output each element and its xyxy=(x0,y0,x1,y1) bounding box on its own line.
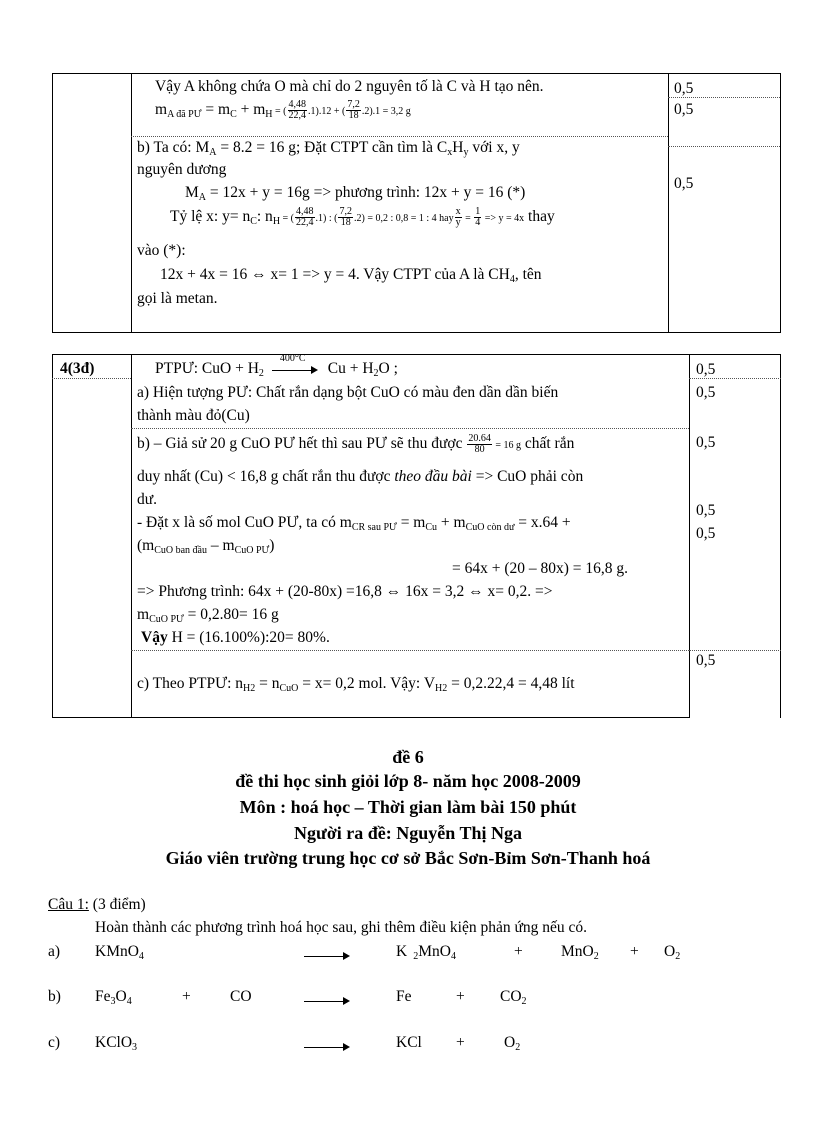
arrow-icon xyxy=(272,365,318,375)
question-1-instruction: Hoàn thành các phương trình hoá học sau, ghi thêm điều kiện phản ứng nếu có. xyxy=(95,919,588,936)
question-1-title: Câu 1: (3 điểm) xyxy=(48,896,146,913)
plus-sign: + xyxy=(182,988,191,1005)
part-b-line3: dư. xyxy=(137,491,158,508)
part-c-line: c) Theo PTPƯ: $n_{H2} = n_{CuO} = x= 0,2$ mol. Vậy: $V_{H2} = 0,2.22,4 = 4,48$ lít xyxy=(137,675,575,694)
arrow-icon xyxy=(304,1038,350,1056)
product: $CO_2$ xyxy=(500,988,527,1007)
part-b-line2: nguyên dương xyxy=(137,161,227,178)
product: $O_2$ xyxy=(664,943,681,962)
part-a-line1: a) Hiện tượng PƯ: Chất rắn dạng bột CuO có màu đen dần dần biến xyxy=(137,384,559,401)
mass-equation: $m_{A đã PƯ} = m_C + m_H$ = ( $\frac{4,48}{22,4}$ .1).12 + ( $\frac{7,2}{18}$ .2).1 = 3,2 g xyxy=(155,99,411,121)
item-label: b) xyxy=(48,988,61,1005)
exam-title: đề thi học sinh giỏi lớp 8- năm học 2008-2009 xyxy=(235,771,581,791)
arrow-icon xyxy=(304,992,350,1010)
part-b-line1: b) – Giả sử 20 g CuO PƯ hết thì sau PƯ sẽ thu được $\frac{20.64}{80}$ = 16 g chất rắn xyxy=(137,433,575,455)
score: 0,5 xyxy=(696,361,716,378)
reactant: KClO$_3$ xyxy=(95,1034,138,1053)
reaction-equation: PTPƯ: CuO + $H_2$ 400°C $Cu + H_2O$ ; xyxy=(155,353,398,379)
part-b-line4: - Đặt x là số mol CuO PƯ, ta có $m_{CR sau PƯ} = m_{Cu} + m_{CuO còn dư} = x.64$ + xyxy=(137,514,571,533)
part-b-line5: $(m_{CuO ban đầu} - m_{CuO PƯ})$ xyxy=(137,537,275,556)
product: KCl xyxy=(396,1034,422,1051)
product: MnO$_2$ xyxy=(561,943,599,962)
exam-school: Giáo viên trường trung học cơ sở Bắc Sơn-Bỉm Sơn-Thanh hoá xyxy=(165,848,651,868)
arrow-icon xyxy=(304,947,350,965)
exam-author: Người ra đề: Nguyễn Thị Nga xyxy=(294,823,522,843)
item-label: a) xyxy=(48,943,61,960)
part-b-line8: $m_{CuO PƯ} = 0,2.80= 16$ g xyxy=(137,606,279,625)
solve-line: 12x + 4x = 16 ⇔ x= 1 => y = 4. Vậy CTPT của A là $CH_4$, tên xyxy=(160,266,542,285)
reactant: CO xyxy=(230,988,252,1005)
exam-subject: Môn : hoá học – Thời gian làm bài 150 phút xyxy=(239,797,577,817)
ma-equation: $M_A = 12x + y = 16g$ => phương trình: 12x + y = 16 (*) xyxy=(185,184,526,203)
score: 0,5 xyxy=(696,525,716,542)
plus-sign: + xyxy=(456,988,465,1005)
part-b-line6: = 64x + (20 – 80x) = 16,8 g. xyxy=(452,560,629,577)
plus-sign: + xyxy=(630,943,639,960)
ratio-equation: Tỷ lệ x: $y= n_C$: $n_H$ = ( $\frac{4,48}{22,4}$ .1) : ( $\frac{7,2}{18}$ .2) = 0,2 : 0,8 = 1 : 4 hay $\frac{x}{y}$ = $\frac{1}{4}$ => y = 4x thay xyxy=(170,206,555,228)
product: K $_2$MnO$_4$ xyxy=(396,943,456,962)
reactant: KMnO$_4$ xyxy=(95,943,144,962)
product: Fe xyxy=(396,988,412,1005)
score: 0,5 xyxy=(674,80,694,97)
score: 0,5 xyxy=(696,434,716,451)
part-b-line7: => Phương trình: 64x + (20-80x) =16,8 ⇔ 16x = 3,2 ⇔ x= 0,2. => xyxy=(137,583,553,600)
conclusion-text: Vậy A không chứa O mà chỉ do 2 nguyên tố là C và H tạo nên. xyxy=(155,78,544,95)
score: 0,5 xyxy=(696,652,716,669)
part-a-line2: thành màu đỏ(Cu) xyxy=(137,407,250,424)
plus-sign: + xyxy=(456,1034,465,1051)
score: 0,5 xyxy=(674,101,694,118)
part-b-line9: Vậy H = (16.100%):20= 80%. xyxy=(141,629,330,646)
item-label: c) xyxy=(48,1034,61,1051)
exam-number: đề 6 xyxy=(392,747,424,767)
score: 0,5 xyxy=(696,384,716,401)
plus-sign: + xyxy=(514,943,523,960)
solve-line2: gọi là metan. xyxy=(137,290,218,307)
question-number: 4(3đ) xyxy=(60,360,95,377)
score: 0,5 xyxy=(696,502,716,519)
reactant: $Fe_3O_4$ xyxy=(95,988,132,1007)
part-b-line1: b) Ta có: $M_A = 8.2 = 16$ g; Đặt CTPT cần tìm là $C_xH_y$ với x, y xyxy=(137,139,520,158)
part-b-line2: duy nhất (Cu) < 16,8 g chất rắn thu được theo đầu bài => CuO phải còn xyxy=(137,468,584,485)
score: 0,5 xyxy=(674,175,694,192)
into-text: vào (*): xyxy=(137,242,186,259)
product: $O_2$ xyxy=(504,1034,521,1053)
